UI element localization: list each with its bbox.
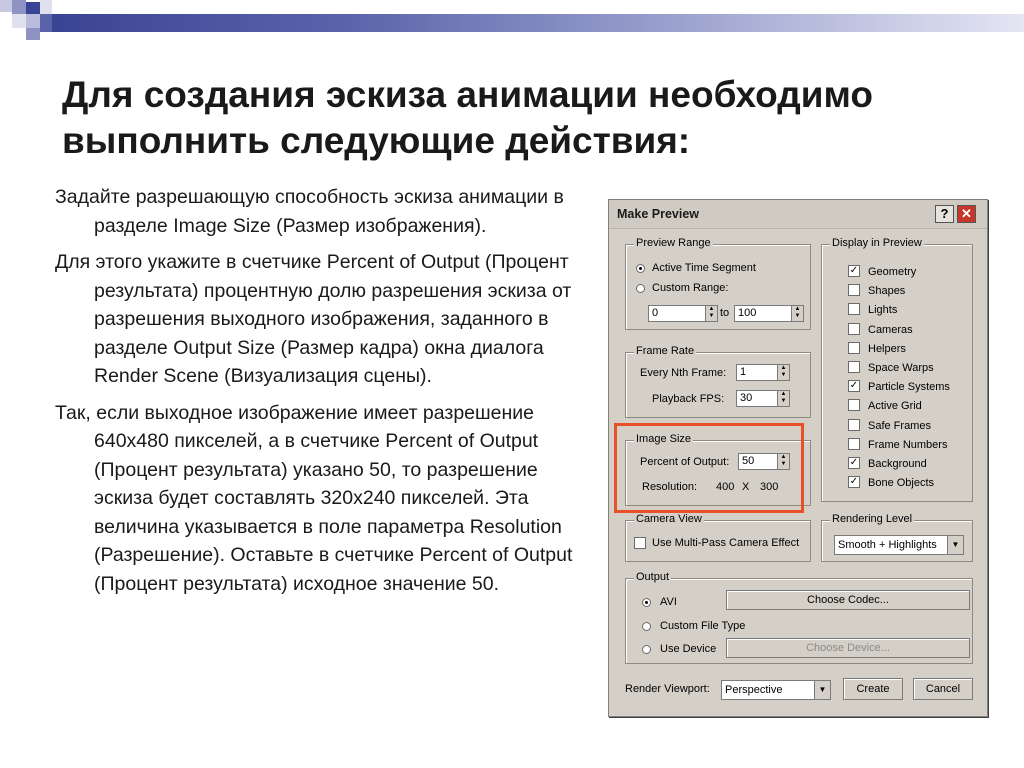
- display-item-label: Geometry: [868, 266, 917, 278]
- playback-fps-label: Playback FPS:: [652, 393, 725, 405]
- spinner-arrows-icon[interactable]: ▲ ▼: [791, 306, 803, 321]
- resolution-label: Resolution:: [642, 481, 698, 493]
- every-nth-frame-spinner[interactable]: [736, 364, 790, 381]
- resolution-separator: X: [742, 481, 750, 493]
- display-checkbox[interactable]: [848, 342, 860, 354]
- display-item-label: Active Grid: [868, 400, 922, 413]
- use-device-label: Use Device: [660, 643, 717, 655]
- range-end-spinner[interactable]: [734, 305, 804, 322]
- resolution-height: 300: [760, 481, 779, 493]
- decorative-square: [26, 28, 40, 40]
- rendering-level-group: [821, 513, 973, 562]
- dialog-title-bar: [609, 200, 987, 229]
- camera-view-group: [625, 513, 811, 562]
- custom-file-type-radio[interactable]: [642, 622, 651, 631]
- display-checkbox[interactable]: ✓: [849, 380, 859, 392]
- percent-of-output-label: Percent of Output:: [640, 456, 730, 468]
- choose-device-button[interactable]: Choose Device...: [726, 638, 970, 658]
- image-size-highlight-frame: [614, 423, 804, 513]
- create-button[interactable]: Create: [843, 678, 903, 700]
- image-size-label: Image Size: [636, 433, 692, 445]
- avi-radio[interactable]: [642, 598, 651, 607]
- spinner-arrows-icon[interactable]: ▲ ▼: [705, 306, 717, 321]
- decorative-square: [26, 14, 40, 28]
- rendering-level-dropdown[interactable]: [834, 535, 964, 555]
- camera-view-label: Camera View: [636, 513, 702, 525]
- custom-range-radio[interactable]: [636, 284, 645, 293]
- chevron-down-icon[interactable]: ▼: [947, 536, 963, 554]
- spinner-arrows-icon[interactable]: ▲ ▼: [777, 365, 789, 380]
- display-checkbox[interactable]: [848, 438, 860, 450]
- display-checkbox[interactable]: [848, 361, 860, 373]
- display-item-label: Particle Systems: [868, 381, 950, 394]
- display-item-label: Safe Frames: [868, 419, 931, 432]
- spinner-arrows-icon[interactable]: ▲ ▼: [777, 454, 789, 469]
- render-viewport-label: Render Viewport:: [625, 683, 710, 695]
- display-checkbox[interactable]: [848, 323, 860, 335]
- decorative-square: [0, 0, 12, 12]
- body-paragraph: Для этого укажите в счетчике Percent of Output (Процент результата) процентную долю разрешения эскиза от разрешения выходного изображения, заданного в разделе Output Size (Размер кадра) окна диалога Render Scene (Визуализация сцены).: [55, 251, 572, 387]
- cancel-button[interactable]: Cancel: [913, 678, 973, 700]
- every-nth-frame-label: Every Nth Frame:: [640, 367, 727, 379]
- spinner-arrows-icon[interactable]: ▲ ▼: [777, 391, 789, 406]
- range-end-value: 100: [738, 307, 757, 319]
- display-item-label: Shapes: [868, 285, 906, 298]
- dialog-title: Make Preview: [617, 207, 699, 221]
- use-device-radio[interactable]: [642, 645, 651, 654]
- playback-fps-spinner[interactable]: [736, 390, 790, 407]
- slide-body: [55, 183, 600, 606]
- range-to-label: to: [720, 307, 730, 319]
- display-checkbox[interactable]: [848, 419, 860, 431]
- display-in-preview-group: [821, 237, 973, 502]
- slide-title: Для создания эскиза анимации необходимо выполнить следующие действия:: [62, 74, 873, 161]
- display-item-label: Space Warps: [868, 362, 934, 374]
- custom-range-label: Custom Range:: [652, 282, 729, 294]
- display-in-preview-label: Display in Preview: [832, 237, 922, 249]
- display-checkbox[interactable]: [848, 399, 860, 411]
- output-label: Output: [636, 571, 670, 583]
- display-item-label: Cameras: [868, 323, 913, 336]
- active-time-segment-radio[interactable]: [636, 264, 645, 273]
- frame-rate-group: [625, 345, 811, 418]
- help-button[interactable]: ?: [935, 205, 954, 223]
- multipass-camera-label: Use Multi-Pass Camera Effect: [652, 537, 800, 549]
- multipass-camera-checkbox[interactable]: [634, 537, 646, 549]
- display-item-label: Helpers: [868, 342, 906, 355]
- frame-rate-label: Frame Rate: [636, 345, 695, 357]
- display-checkbox[interactable]: ✓: [849, 476, 859, 488]
- range-start-value: 0: [652, 307, 659, 319]
- resolution-width: 400: [716, 481, 735, 493]
- rendering-level-value: Smooth + Highlights: [838, 539, 937, 551]
- decorative-square: [26, 2, 40, 14]
- range-start-spinner[interactable]: [648, 305, 718, 322]
- decorative-square: [40, 0, 52, 14]
- display-item-label: Frame Numbers: [868, 438, 948, 451]
- preview-range-group: [625, 237, 811, 330]
- display-item-label: Background: [868, 458, 927, 470]
- playback-fps-value: 30: [740, 392, 753, 404]
- display-checkbox[interactable]: ✓: [849, 265, 859, 276]
- custom-file-type-label: Custom File Type: [660, 620, 746, 632]
- avi-label: AVI: [660, 596, 677, 608]
- output-group: [625, 571, 973, 664]
- decorative-square: [12, 14, 26, 28]
- percent-of-output-value: 50: [742, 455, 755, 467]
- every-nth-frame-value: 1: [740, 366, 747, 378]
- rendering-level-label: Rendering Level: [832, 513, 913, 525]
- body-paragraph: Задайте разрешающую способность эскиза анимации в разделе Image Size (Размер изображения).: [55, 186, 564, 237]
- decorative-header-bar: [0, 0, 1024, 40]
- render-viewport-value: Perspective: [725, 684, 783, 696]
- decorative-square: [12, 0, 26, 14]
- choose-codec-button[interactable]: Choose Codec...: [726, 590, 970, 610]
- body-paragraph: Так, если выходное изображение имеет разрешение 640x480 пикселей, а в счетчике Percent of Output (Процент результата) указано 50, то разрешение эскиза будет составлять 320x240 пикселей. Эта величина указывается в поле параметра Resolution (Разрешение). Оставьте в счетчике Percent of Output (Процент результата) исходное значение 50.: [55, 401, 573, 595]
- display-checkbox[interactable]: [848, 303, 860, 315]
- active-time-segment-label: Active Time Segment: [652, 262, 756, 274]
- close-button[interactable]: ✕: [957, 205, 976, 223]
- display-item-label: Bone Objects: [868, 477, 935, 490]
- render-viewport-dropdown[interactable]: [721, 680, 831, 700]
- chevron-down-icon[interactable]: ▼: [814, 681, 830, 699]
- display-checkbox[interactable]: ✓: [849, 457, 859, 468]
- decorative-square: [40, 14, 52, 32]
- preview-range-label: Preview Range: [636, 237, 711, 249]
- display-item-label: Lights: [868, 304, 898, 317]
- decorative-gradient-strip: [52, 14, 1024, 32]
- display-checkbox[interactable]: [848, 284, 860, 296]
